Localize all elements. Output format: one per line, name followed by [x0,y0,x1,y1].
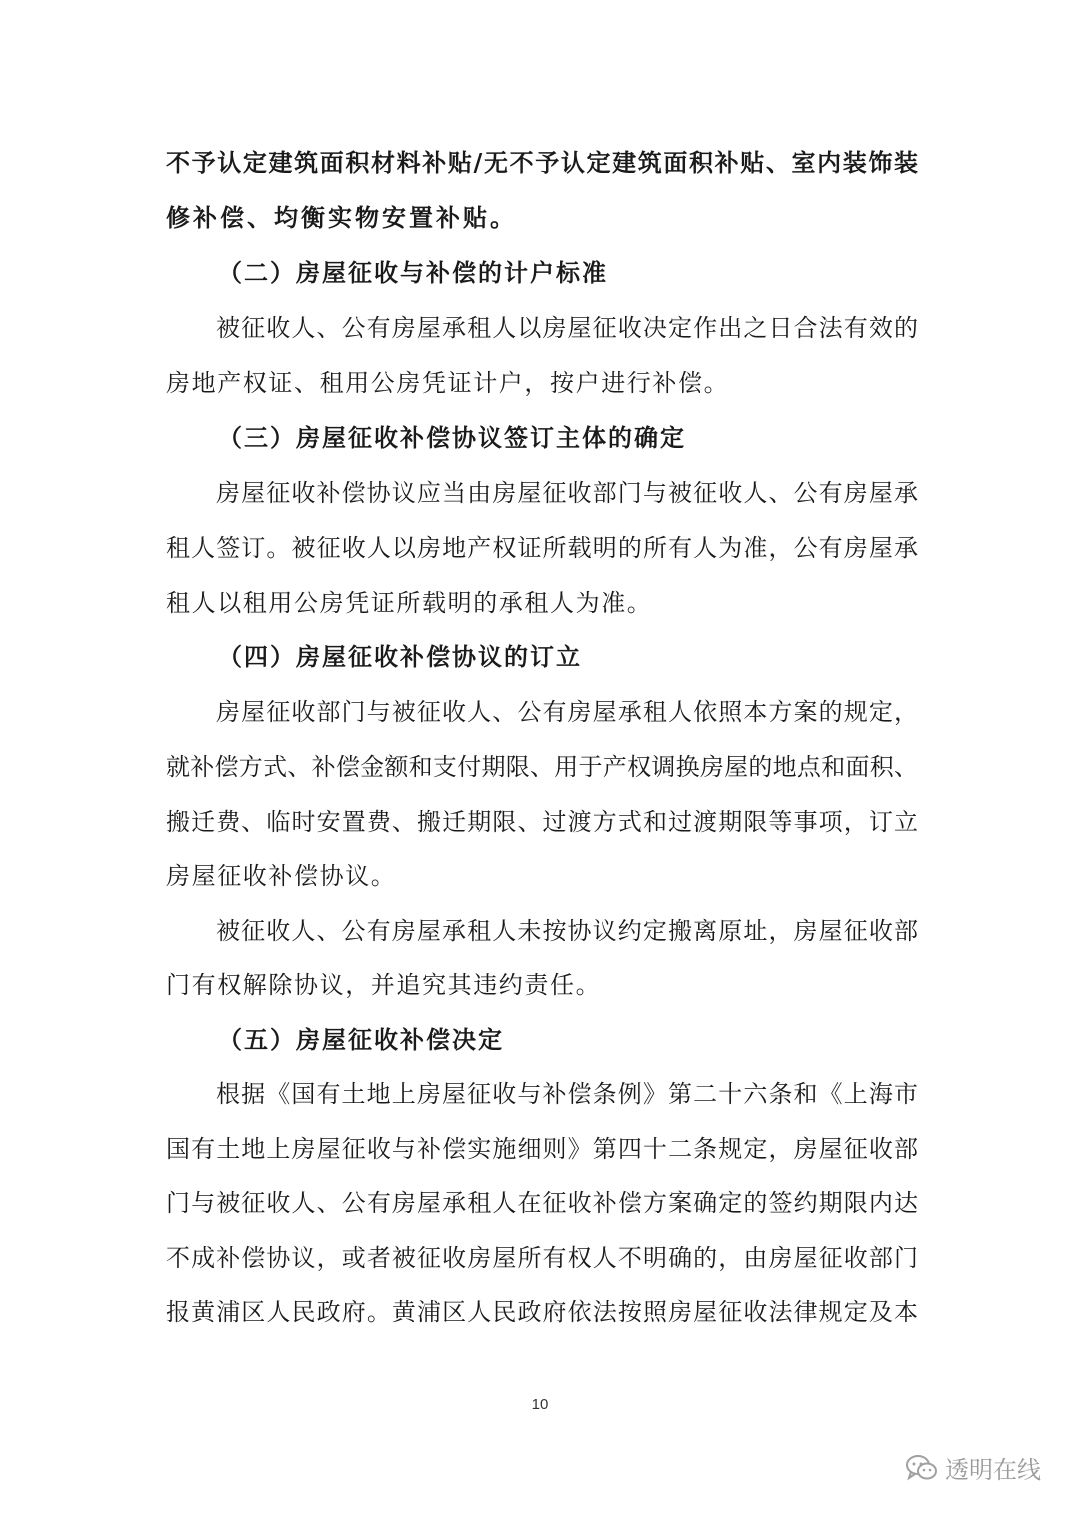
paragraph-line: 报黄浦区人民政府。黄浦区人民政府依法按照房屋征收法律规定及本 [166,1298,918,1326]
section-heading-4: （四）房屋征收补偿协议的订立 [218,642,582,671]
paragraph-line: 门有权解除协议，并追究其违约责任。 [166,971,602,999]
paragraph-line: 国有土地上房屋征收与补偿实施细则》第四十二条规定，房屋征收部 [166,1135,918,1163]
section-heading-3: （三）房屋征收补偿协议签订主体的确定 [218,423,686,452]
paragraph-line: 租人以租用公房凭证所载明的承租人为准。 [166,589,653,617]
paragraph-line: 房屋征收补偿协议。 [166,862,397,890]
watermark [905,1450,1041,1485]
watermark-text: 透明在线 [945,1456,1041,1484]
paragraph-line: 租人签订。被征收人以房地产权证所载明的所有人为准，公有房屋承 [166,534,918,562]
paragraph-line: 房屋征收补偿协议应当由房屋征收部门与被征收人、公有房屋承 [216,479,918,507]
paragraph-line: 门与被征收人、公有房屋承租人在征收补偿方案确定的签约期限内达 [166,1189,918,1217]
paragraph-line: 不成补偿协议，或者被征收房屋所有权人不明确的，由房屋征收部门 [166,1244,918,1272]
paragraph-line: 被征收人、公有房屋承租人以房屋征收决定作出之日合法有效的 [216,314,918,342]
paragraph-line: 房屋征收部门与被征收人、公有房屋承租人依照本方案的规定， [216,698,918,726]
wechat-icon [905,1453,939,1483]
paragraph-line: 根据《国有土地上房屋征收与补偿条例》第二十六条和《上海市 [216,1080,918,1108]
section-heading-5: （五）房屋征收补偿决定 [218,1025,504,1054]
section-heading-2: （二）房屋征收与补偿的计户标准 [218,258,608,287]
paragraph-line: 搬迁费、临时安置费、搬迁期限、过渡方式和过渡期限等事项，订立 [166,808,918,836]
paragraph-line: 房地产权证、租用公房凭证计户，按户进行补偿。 [166,369,730,397]
paragraph-line: 修补偿、均衡实物安置补贴。 [166,203,517,232]
paragraph-line: 就补偿方式、补偿金额和支付期限、用于产权调换房屋的地点和面积、 [166,753,918,781]
page-number: 10 [531,1396,549,1413]
paragraph-line: 不予认定建筑面积材料补贴/无不予认定建筑面积补贴、室内装饰装 [166,148,918,177]
paragraph-line: 被征收人、公有房屋承租人未按协议约定搬离原址，房屋征收部 [216,917,918,945]
